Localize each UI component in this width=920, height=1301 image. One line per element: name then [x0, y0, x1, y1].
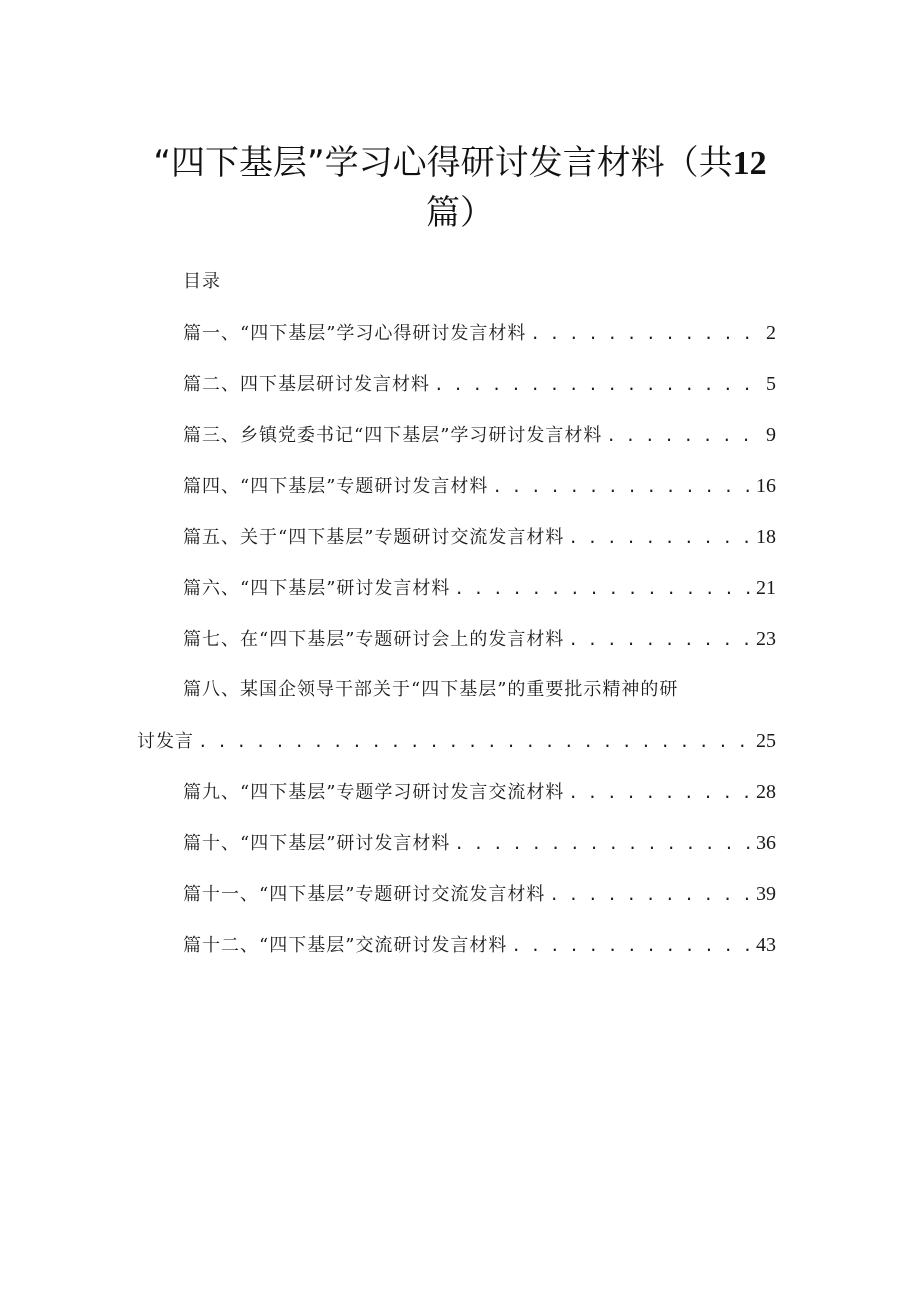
- toc-leader-dots: [530, 321, 764, 347]
- toc-entry-label: 篇十、“四下基层”研讨发言材料: [183, 833, 451, 854]
- toc-entry-page: 23: [756, 628, 776, 650]
- toc-entry-page: 5: [766, 373, 776, 395]
- toc-entry-page: 28: [756, 781, 776, 803]
- toc-leader-dots: [568, 525, 754, 551]
- toc-heading: 目录: [183, 271, 221, 292]
- toc-entry-page: 43: [756, 934, 776, 956]
- toc-entry[interactable]: [183, 473, 776, 500]
- toc-entry-page: 9: [766, 424, 776, 446]
- toc-entry[interactable]: [183, 371, 776, 398]
- title-count: 12: [732, 145, 767, 182]
- toc-entry-label: 篇五、关于“四下基层”专题研讨交流发言材料: [183, 527, 565, 548]
- toc-leader-dots: [568, 780, 754, 806]
- toc-entry-page: 18: [756, 526, 776, 548]
- toc-leader-dots: [549, 882, 754, 908]
- toc-entry-label: 篇四、“四下基层”专题研讨发言材料: [183, 476, 489, 497]
- toc-entry-label: 篇十二、“四下基层”交流研讨发言材料: [183, 935, 508, 956]
- toc-entry-label: 篇二、四下基层研讨发言材料: [183, 374, 430, 395]
- toc-entry[interactable]: [183, 422, 776, 449]
- toc-entry-label: 篇十一、“四下基层”专题研讨交流发言材料: [183, 884, 546, 905]
- title-text: “四下基层”学习心得研讨发言材料（共: [153, 143, 733, 183]
- toc-entry[interactable]: [183, 524, 776, 551]
- toc-entry[interactable]: [183, 575, 776, 602]
- toc-leader-dots: [454, 576, 754, 602]
- toc-leader-dots: [198, 729, 754, 755]
- toc-entry[interactable]: [183, 881, 776, 908]
- toc-entry-page: 21: [756, 577, 776, 599]
- toc-entry[interactable]: [183, 779, 776, 806]
- toc-entry-label: 讨发言: [137, 731, 194, 752]
- toc-leader-dots: [492, 474, 754, 500]
- toc-entry[interactable]: [183, 626, 776, 653]
- toc-entry-label: 篇九、“四下基层”专题学习研讨发言交流材料: [183, 782, 565, 803]
- toc-entry[interactable]: [183, 830, 776, 857]
- toc-leader-dots: [606, 423, 764, 449]
- toc-entry[interactable]: [137, 728, 776, 755]
- toc-entry-label: 篇六、“四下基层”研讨发言材料: [183, 578, 451, 599]
- toc-entry[interactable]: [183, 320, 776, 347]
- toc-leader-dots: [511, 933, 754, 959]
- toc-entry-page: 25: [756, 730, 776, 752]
- toc-entry-label: 篇七、在“四下基层”专题研讨会上的发言材料: [183, 629, 565, 650]
- toc-entry-label: 篇三、乡镇党委书记“四下基层”学习研讨发言材料: [183, 425, 603, 446]
- document-title-line2: 篇）: [426, 193, 494, 233]
- document-title-line1: [120, 138, 800, 189]
- toc-leader-dots: [434, 372, 764, 398]
- toc-leader-dots: [568, 627, 754, 653]
- toc-entry-page: 2: [766, 322, 776, 344]
- toc-entry-page: 36: [756, 832, 776, 854]
- toc-entry[interactable]: [183, 932, 776, 959]
- toc-entry-wrapped-line1[interactable]: 篇八、某国企领导干部关于“四下基层”的重要批示精神的研: [183, 679, 679, 700]
- toc-entry-page: 39: [756, 883, 776, 905]
- toc-leader-dots: [454, 831, 754, 857]
- toc-entry-label: 篇一、“四下基层”学习心得研讨发言材料: [183, 323, 527, 344]
- toc-entry-page: 16: [756, 475, 776, 497]
